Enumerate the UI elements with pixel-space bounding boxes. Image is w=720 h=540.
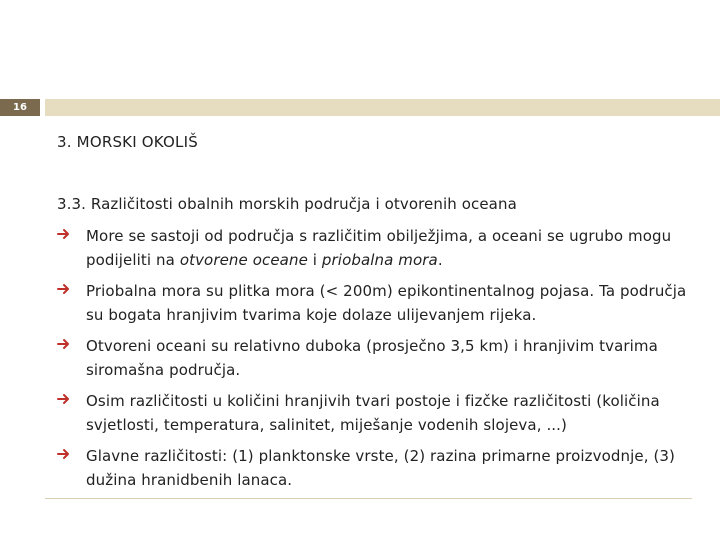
bullet-text: More se sastoji od područja s različitim obilježjima, a oceani se ugrubo mogu podijeliti na otvorene oceane i priobalna mora. (86, 227, 672, 269)
bullet-text: Osim različitosti u količini hranjivih tvari postoje i fizčke različitosti (količina svjetlosti, temperatura, salinitet, miješanje vodenih slojeva, ...) (86, 392, 660, 434)
emphasis-text: priobalna mora (321, 251, 438, 269)
footer-divider (45, 498, 692, 499)
page-number: 16 (0, 99, 40, 116)
bullet-text: Glavne različitosti: (1) planktonske vrste, (2) razina primarne proizvodnje, (3) dužina hranidbenih lanaca. (86, 447, 676, 489)
arrow-right-icon (57, 338, 71, 350)
arrow-right-icon (57, 448, 71, 460)
subsection-title: 3.3. Različitosti obalnih morskih područja i otvorenih oceana (57, 195, 517, 213)
bullet-text: Priobalna mora su plitka mora (< 200m) epikontinentalnog pojasa. Ta područja su bogata hranjivim tvarima koje dolaze ulijevanjem rijeka. (86, 282, 687, 324)
arrow-right-icon (57, 283, 71, 295)
arrow-right-icon (57, 228, 71, 240)
section-title: 3. MORSKI OKOLIŠ (57, 133, 198, 151)
bullet-text: Otvoreni oceani su relativno duboka (prosječno 3,5 km) i hranjivim tvarima siromašna područja. (86, 337, 658, 379)
header-bar (45, 99, 720, 116)
arrow-right-icon (57, 393, 71, 405)
emphasis-text: otvorene oceane (179, 251, 308, 269)
